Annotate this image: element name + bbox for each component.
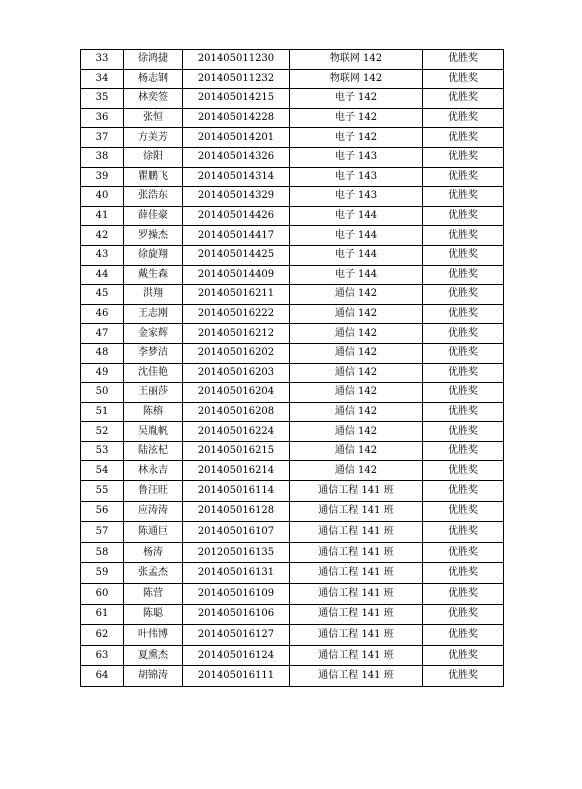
student-id-cell: 201405014425	[183, 245, 290, 265]
student-id-cell: 201405014326	[183, 147, 290, 167]
student-name-cell: 应涛涛	[124, 501, 183, 522]
award-cell: 优胜奖	[423, 522, 504, 543]
student-id-cell: 201405014409	[183, 265, 290, 285]
student-name-cell: 林奕签	[124, 89, 183, 109]
student-name-cell: 陈通巨	[124, 522, 183, 543]
award-cell: 优胜奖	[423, 226, 504, 246]
student-id-cell: 201405014201	[183, 128, 290, 148]
student-name-cell: 胡锦涛	[124, 666, 183, 687]
student-id-cell: 201405014215	[183, 89, 290, 109]
row-number-cell: 41	[81, 206, 124, 226]
student-id-cell: 201405016222	[183, 304, 290, 324]
class-name-cell: 通信工程 141 班	[290, 522, 423, 543]
student-name-cell: 方美芳	[124, 128, 183, 148]
award-cell: 优胜奖	[423, 542, 504, 563]
class-name-cell: 通信工程 141 班	[290, 563, 423, 584]
student-id-cell: 201405014417	[183, 226, 290, 246]
student-id-cell: 201405016111	[183, 666, 290, 687]
row-number-cell: 46	[81, 304, 124, 324]
class-name-cell: 通信工程 141 班	[290, 645, 423, 666]
table-row	[81, 50, 504, 70]
row-number-cell: 48	[81, 343, 124, 363]
award-cell: 优胜奖	[423, 206, 504, 226]
student-name-cell: 戴生森	[124, 265, 183, 285]
table-row	[81, 402, 504, 422]
row-number-cell: 64	[81, 666, 124, 687]
class-name-cell: 通信 142	[290, 402, 423, 422]
row-number-cell: 44	[81, 265, 124, 285]
class-name-cell: 电子 144	[290, 265, 423, 285]
student-id-cell: 201405011230	[183, 50, 290, 70]
award-cell: 优胜奖	[423, 481, 504, 502]
student-name-cell: 罗操杰	[124, 226, 183, 246]
table-row	[81, 666, 504, 687]
table-row	[81, 422, 504, 442]
row-number-cell: 36	[81, 108, 124, 128]
student-name-cell: 林永吉	[124, 461, 183, 481]
award-cell: 优胜奖	[423, 265, 504, 285]
class-name-cell: 物联网 142	[290, 50, 423, 70]
award-cell: 优胜奖	[423, 285, 504, 305]
table-row	[81, 604, 504, 625]
student-name-cell: 王志刚	[124, 304, 183, 324]
class-name-cell: 电子 144	[290, 226, 423, 246]
student-id-cell: 201205016135	[183, 542, 290, 563]
row-number-cell: 51	[81, 402, 124, 422]
class-name-cell: 电子 142	[290, 128, 423, 148]
table-row	[81, 128, 504, 148]
class-name-cell: 通信 142	[290, 383, 423, 403]
table-row	[81, 285, 504, 305]
table-row	[81, 226, 504, 246]
student-name-cell: 徐旋翔	[124, 245, 183, 265]
table-row	[81, 563, 504, 584]
class-name-cell: 通信工程 141 班	[290, 625, 423, 646]
student-name-cell: 薛佳豪	[124, 206, 183, 226]
student-name-cell: 张恒	[124, 108, 183, 128]
student-id-cell: 201405016128	[183, 501, 290, 522]
table-row	[81, 625, 504, 646]
class-name-cell: 通信 142	[290, 441, 423, 461]
row-number-cell: 42	[81, 226, 124, 246]
table-row	[81, 265, 504, 285]
student-id-cell: 201405016202	[183, 343, 290, 363]
student-id-cell: 201405016124	[183, 645, 290, 666]
award-cell: 优胜奖	[423, 461, 504, 481]
student-name-cell: 吴胤帆	[124, 422, 183, 442]
class-name-cell: 通信工程 141 班	[290, 542, 423, 563]
award-cell: 优胜奖	[423, 563, 504, 584]
row-number-cell: 52	[81, 422, 124, 442]
class-name-cell: 物联网 142	[290, 69, 423, 89]
award-cell: 优胜奖	[423, 89, 504, 109]
student-name-cell: 王丽莎	[124, 383, 183, 403]
table-row	[81, 645, 504, 666]
student-id-cell: 201405014329	[183, 187, 290, 207]
table-row	[81, 167, 504, 187]
row-number-cell: 58	[81, 542, 124, 563]
award-cell: 优胜奖	[423, 69, 504, 89]
class-name-cell: 通信 142	[290, 285, 423, 305]
student-id-cell: 201405016208	[183, 402, 290, 422]
row-number-cell: 54	[81, 461, 124, 481]
student-name-cell: 陈榕	[124, 402, 183, 422]
award-cell: 优胜奖	[423, 604, 504, 625]
award-cell: 优胜奖	[423, 245, 504, 265]
student-id-cell: 201405014314	[183, 167, 290, 187]
award-cell: 优胜奖	[423, 422, 504, 442]
row-number-cell: 40	[81, 187, 124, 207]
student-id-cell: 201405016107	[183, 522, 290, 543]
row-number-cell: 63	[81, 645, 124, 666]
student-id-cell: 201405016114	[183, 481, 290, 502]
student-name-cell: 陈营	[124, 584, 183, 605]
award-cell: 优胜奖	[423, 128, 504, 148]
table-row	[81, 304, 504, 324]
row-number-cell: 47	[81, 324, 124, 344]
student-id-cell: 201405016106	[183, 604, 290, 625]
table-row	[81, 147, 504, 167]
table-row	[81, 324, 504, 344]
class-name-cell: 电子 142	[290, 89, 423, 109]
student-name-cell: 杨志钢	[124, 69, 183, 89]
class-name-cell: 通信 142	[290, 422, 423, 442]
class-name-cell: 通信工程 141 班	[290, 584, 423, 605]
table-row	[81, 245, 504, 265]
table-row	[81, 481, 504, 502]
student-name-cell: 李梦洁	[124, 343, 183, 363]
award-cell: 优胜奖	[423, 167, 504, 187]
row-number-cell: 33	[81, 50, 124, 70]
class-name-cell: 电子 143	[290, 167, 423, 187]
student-id-cell: 201405016211	[183, 285, 290, 305]
award-cell: 优胜奖	[423, 383, 504, 403]
class-name-cell: 通信工程 141 班	[290, 481, 423, 502]
table-row	[81, 89, 504, 109]
table-row	[81, 542, 504, 563]
student-name-cell: 叶伟博	[124, 625, 183, 646]
award-cell: 优胜奖	[423, 666, 504, 687]
award-cell: 优胜奖	[423, 50, 504, 70]
row-number-cell: 50	[81, 383, 124, 403]
award-cell: 优胜奖	[423, 584, 504, 605]
student-name-cell: 陈聪	[124, 604, 183, 625]
award-cell: 优胜奖	[423, 343, 504, 363]
student-name-cell: 鲁汪旺	[124, 481, 183, 502]
student-name-cell: 徐鸿捷	[124, 50, 183, 70]
table-row	[81, 187, 504, 207]
class-name-cell: 通信 142	[290, 343, 423, 363]
award-cell: 优胜奖	[423, 324, 504, 344]
class-name-cell: 通信 142	[290, 304, 423, 324]
row-number-cell: 39	[81, 167, 124, 187]
award-cell: 优胜奖	[423, 363, 504, 383]
table-row	[81, 108, 504, 128]
row-number-cell: 49	[81, 363, 124, 383]
student-name-cell: 洪翔	[124, 285, 183, 305]
award-cell: 优胜奖	[423, 147, 504, 167]
student-id-cell: 201405016212	[183, 324, 290, 344]
class-name-cell: 通信工程 141 班	[290, 666, 423, 687]
table-row	[81, 584, 504, 605]
class-name-cell: 电子 144	[290, 206, 423, 226]
row-number-cell: 55	[81, 481, 124, 502]
row-number-cell: 59	[81, 563, 124, 584]
table-row	[81, 343, 504, 363]
class-name-cell: 电子 142	[290, 108, 423, 128]
table-row	[81, 363, 504, 383]
award-cell: 优胜奖	[423, 645, 504, 666]
class-name-cell: 通信工程 141 班	[290, 604, 423, 625]
student-name-cell: 张孟杰	[124, 563, 183, 584]
award-list-body	[81, 50, 504, 687]
student-id-cell: 201405016109	[183, 584, 290, 605]
table-row	[81, 501, 504, 522]
table-row	[81, 206, 504, 226]
award-list-table	[80, 49, 504, 687]
student-id-cell: 201405016131	[183, 563, 290, 584]
award-cell: 优胜奖	[423, 402, 504, 422]
student-name-cell: 张浩东	[124, 187, 183, 207]
student-name-cell: 夏熏杰	[124, 645, 183, 666]
student-id-cell: 201405016214	[183, 461, 290, 481]
class-name-cell: 通信 142	[290, 363, 423, 383]
award-cell: 优胜奖	[423, 501, 504, 522]
row-number-cell: 61	[81, 604, 124, 625]
class-name-cell: 电子 143	[290, 187, 423, 207]
student-id-cell: 201405014228	[183, 108, 290, 128]
student-name-cell: 陆泫杞	[124, 441, 183, 461]
row-number-cell: 60	[81, 584, 124, 605]
student-id-cell: 201405011232	[183, 69, 290, 89]
class-name-cell: 通信 142	[290, 324, 423, 344]
student-id-cell: 201405016203	[183, 363, 290, 383]
award-cell: 优胜奖	[423, 625, 504, 646]
table-row	[81, 522, 504, 543]
row-number-cell: 43	[81, 245, 124, 265]
student-name-cell: 徐阳	[124, 147, 183, 167]
row-number-cell: 62	[81, 625, 124, 646]
row-number-cell: 45	[81, 285, 124, 305]
student-name-cell: 沈佳艳	[124, 363, 183, 383]
row-number-cell: 37	[81, 128, 124, 148]
student-id-cell: 201405016127	[183, 625, 290, 646]
student-id-cell: 201405016204	[183, 383, 290, 403]
award-cell: 优胜奖	[423, 441, 504, 461]
award-cell: 优胜奖	[423, 187, 504, 207]
row-number-cell: 34	[81, 69, 124, 89]
row-number-cell: 35	[81, 89, 124, 109]
table-row	[81, 383, 504, 403]
student-id-cell: 201405014426	[183, 206, 290, 226]
class-name-cell: 电子 144	[290, 245, 423, 265]
award-cell: 优胜奖	[423, 304, 504, 324]
row-number-cell: 57	[81, 522, 124, 543]
class-name-cell: 通信 142	[290, 461, 423, 481]
table-row	[81, 441, 504, 461]
award-cell: 优胜奖	[423, 108, 504, 128]
student-name-cell: 金家辉	[124, 324, 183, 344]
class-name-cell: 电子 143	[290, 147, 423, 167]
table-row	[81, 461, 504, 481]
student-name-cell: 杨涛	[124, 542, 183, 563]
row-number-cell: 38	[81, 147, 124, 167]
table-row	[81, 69, 504, 89]
student-id-cell: 201405016224	[183, 422, 290, 442]
row-number-cell: 53	[81, 441, 124, 461]
class-name-cell: 通信工程 141 班	[290, 501, 423, 522]
student-name-cell: 瞿鹏飞	[124, 167, 183, 187]
student-id-cell: 201405016215	[183, 441, 290, 461]
row-number-cell: 56	[81, 501, 124, 522]
